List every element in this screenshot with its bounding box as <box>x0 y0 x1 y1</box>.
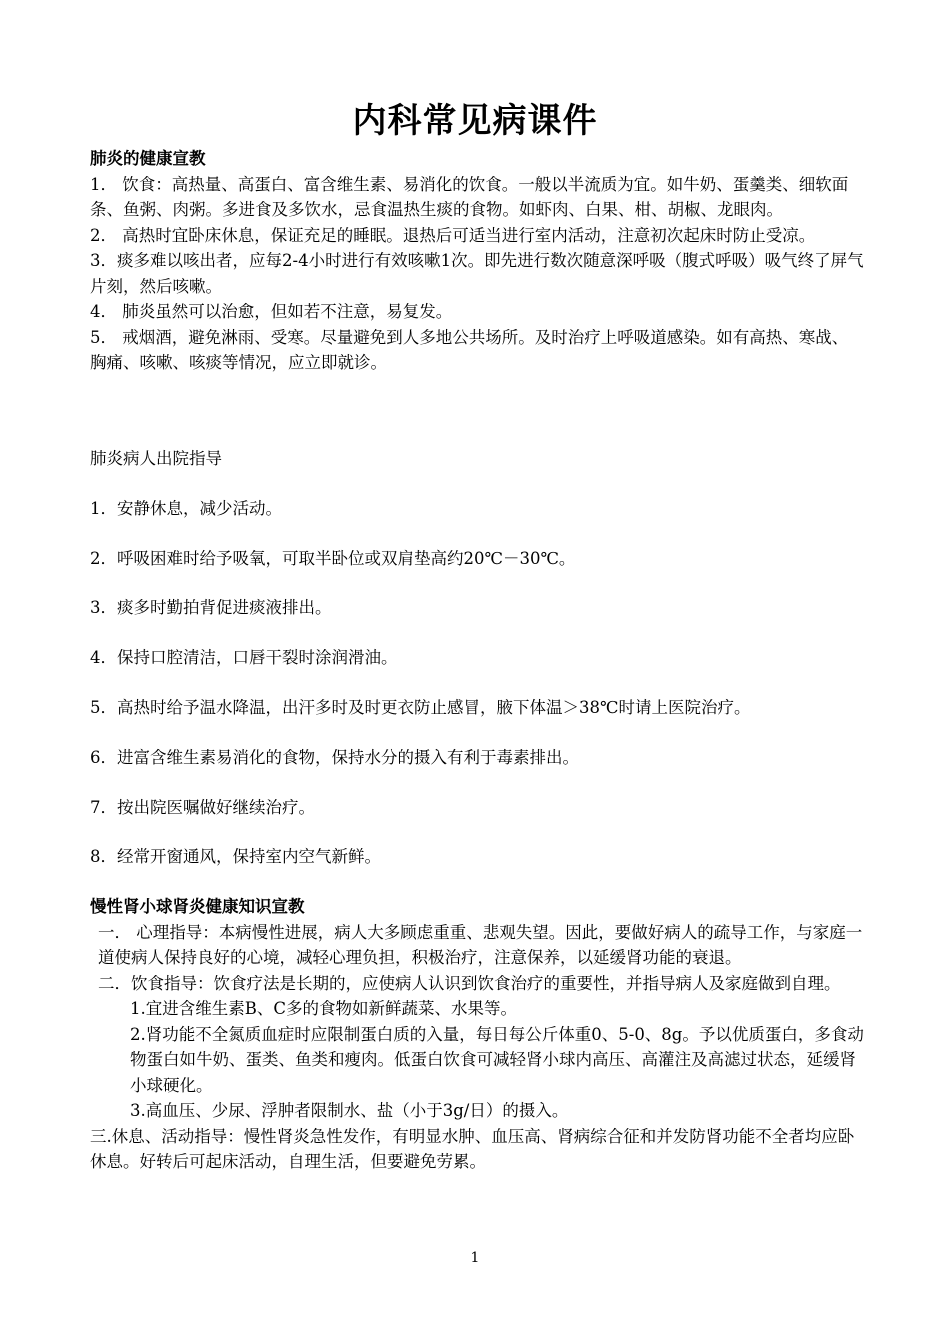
list-item: 1． 饮食：高热量、高蛋白、富含维生素、易消化的饮食。一般以半流质为宜。如牛奶、蛋羹类、细软面条、鱼粥、肉粥。多进食及多饮水，忌食温热生痰的食物。如虾肉、白果、柑、胡椒、龙眼肉。 <box>90 174 849 219</box>
list-item: 2.肾功能不全氮质血症时应限制蛋白质的入量，每日每公斤体重0、5-0、8g。予以优质蛋白，多食动物蛋白如牛奶、蛋类、鱼类和瘦肉。低蛋白饮食可减轻肾小球内高压、高灌注及高滤过状态，延缓肾小球硬化。 <box>130 1024 864 1095</box>
list-item: 1．安静休息，减少活动。 <box>90 498 282 518</box>
section-heading: 肺炎的健康宣教 <box>90 149 206 168</box>
paragraph: 一． 心理指导：本病慢性进展，病人大多顾虑重重、悲观失望。因此，要做好病人的疏导工作，与家庭一道使病人保持良好的心境，减轻心理负担，积极治疗，注意保养，以延缓肾功能的衰退。 <box>98 922 863 967</box>
list-item: 3．痰多时勤拍背促进痰液排出。 <box>90 598 332 618</box>
section-nephritis-education <box>90 894 864 1175</box>
section-heading: 肺炎病人出院指导 <box>90 449 222 468</box>
list-item: 4． 肺炎虽然可以治愈，但如若不注意，易复发。 <box>90 302 453 321</box>
paragraph: 二．饮食指导：饮食疗法是长期的，应使病人认识到饮食治疗的重要性，并指导病人及家庭做到自理。 <box>98 973 841 993</box>
section-pneumonia-education <box>90 146 864 376</box>
list-item: 2．呼吸困难时给予吸氧，可取半卧位或双肩垫高约20℃－30℃。 <box>90 548 576 568</box>
list-item: 3.高血压、少尿、浮肿者限制水、盐（小于3g/日）的摄入。 <box>130 1101 569 1120</box>
list-item: 4．保持口腔清洁，口唇干裂时涂润滑油。 <box>90 648 398 668</box>
list-item: 7．按出院医嘱做好继续治疗。 <box>90 797 315 817</box>
list-item: 1.宜进含维生素B、C多的食物如新鲜蔬菜、水果等。 <box>130 999 517 1018</box>
list-item: 6．进富含维生素易消化的食物，保持水分的摄入有利于毒素排出。 <box>90 747 579 767</box>
list-item: 8．经常开窗通风，保持室内空气新鲜。 <box>90 847 381 867</box>
document-title: 内科常见病课件 <box>352 101 598 141</box>
paragraph: 三.休息、活动指导：慢性肾炎急性发作，有明显水肿、血压高、肾病综合征和并发防肾功能不全者均应卧休息。好转后可起床活动，自理生活，但要避免劳累。 <box>90 1126 855 1171</box>
list-item: 5． 戒烟酒，避免淋雨、受寒。尽量避免到人多地公共场所。及时治疗上呼吸道感染。如有高热、寒战、胸痛、咳嗽、咳痰等情况，应立即就诊。 <box>90 327 849 372</box>
section-heading: 慢性肾小球肾炎健康知识宣教 <box>90 897 305 916</box>
list-item: 3．痰多难以咳出者，应每2-4小时进行有效咳嗽1次。即先进行数次随意深呼吸（腹式呼吸）吸气终了屏气片刻，然后咳嗽。 <box>90 251 864 296</box>
section-discharge-guidance <box>90 446 864 894</box>
list-item: 5．高热时给予温水降温，出汗多时及时更衣防止感冒，腋下体温＞38℃时请上医院治疗。 <box>90 697 751 717</box>
list-item: 2． 高热时宜卧床休息，保证充足的睡眠。退热后可适当进行室内活动，注意初次起床时防止受凉。 <box>90 225 816 245</box>
page-number: 1 <box>470 1250 480 1266</box>
